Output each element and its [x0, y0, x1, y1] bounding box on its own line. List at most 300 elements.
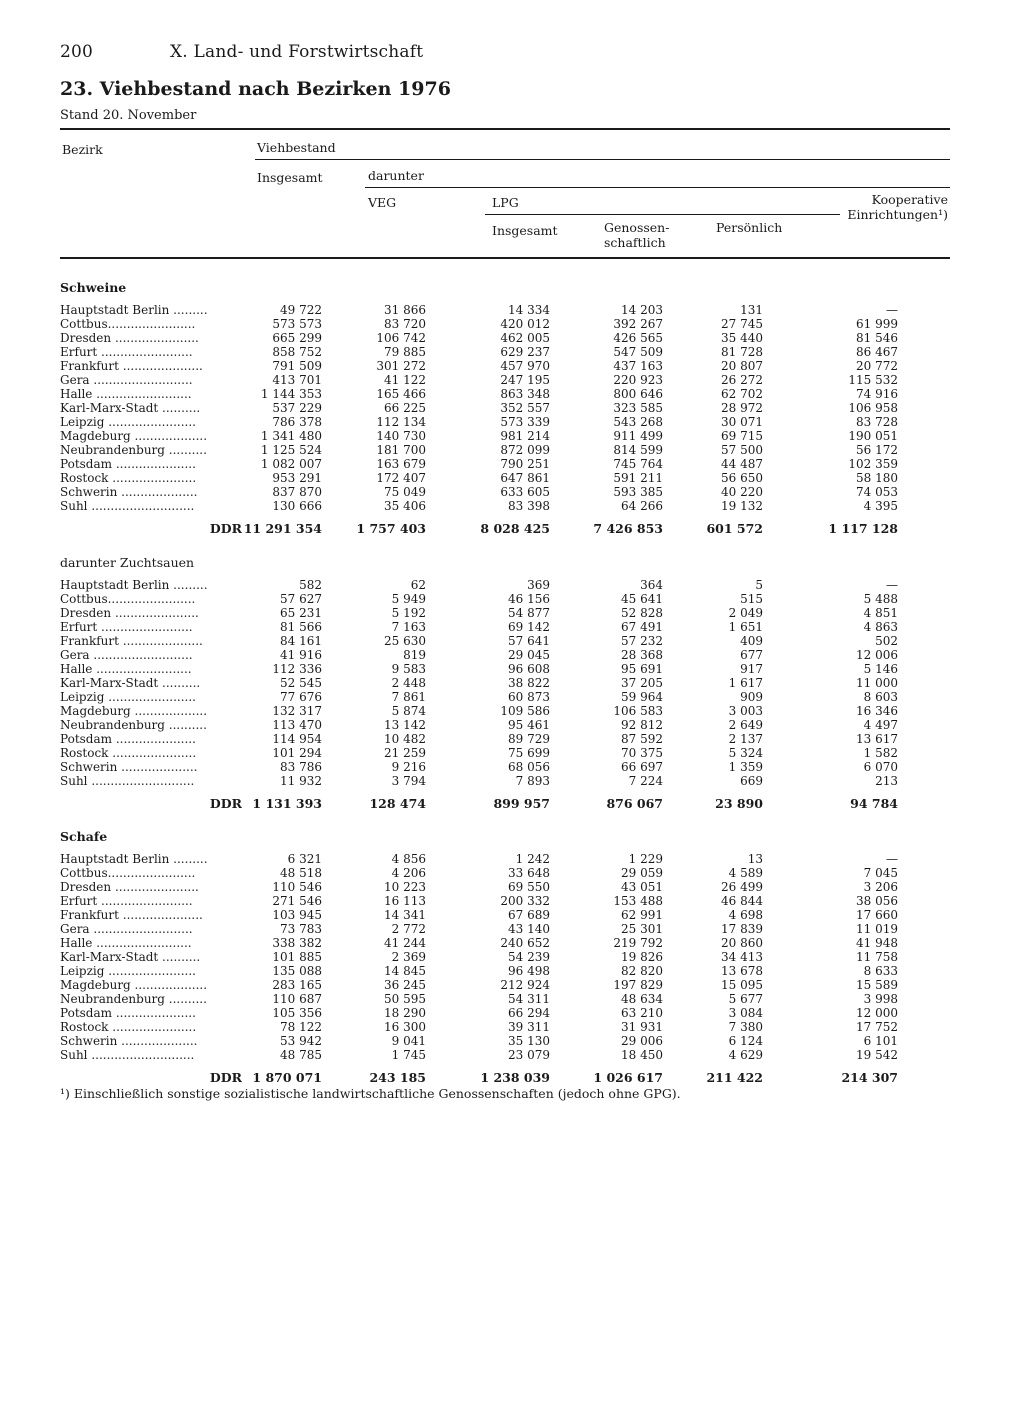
table-row	[60, 331, 950, 345]
table-row	[60, 704, 950, 718]
cell-value: 110 546	[272, 880, 322, 894]
cell-value: 73 783	[280, 922, 322, 936]
bezirk-name: Dresden ......................	[60, 331, 199, 345]
bezirk-name: Rostock ......................	[60, 1020, 197, 1034]
table-row	[60, 1034, 950, 1048]
cell-value: 7 861	[391, 690, 426, 704]
bezirk-name: Potsdam .....................	[60, 732, 196, 746]
cell-value: 12 006	[856, 648, 898, 662]
cell-value: 69 550	[508, 880, 550, 894]
cell-value: 12 000	[856, 1006, 898, 1020]
cell-value: 863 348	[500, 387, 550, 401]
cell-value: 19 542	[856, 1048, 898, 1062]
cell-value: 132 317	[272, 704, 322, 718]
total-row	[60, 522, 950, 536]
cell-value: 48 785	[280, 1048, 322, 1062]
cell-value: 13 617	[856, 732, 898, 746]
cell-value: 131	[740, 303, 763, 317]
cell-value: 573 339	[500, 415, 550, 429]
cell-value: 6 321	[287, 852, 322, 866]
cell-value: 573 573	[272, 317, 322, 331]
cell-value: 13	[747, 852, 763, 866]
table-row	[60, 922, 950, 936]
cell-value: 41 122	[384, 373, 426, 387]
cell-value: —	[886, 852, 898, 866]
cell-value: 58 180	[856, 471, 898, 485]
cell-value: 15 095	[721, 978, 763, 992]
cell-value: 190 051	[848, 429, 898, 443]
cell-value: 1 082 007	[260, 457, 322, 471]
cell-value: 113 470	[272, 718, 322, 732]
cell-value: 48 518	[280, 866, 322, 880]
cell-value: 872 099	[500, 443, 550, 457]
cell-value: 81 728	[721, 345, 763, 359]
cell-value: 1 131 393	[252, 796, 322, 811]
table-row	[60, 662, 950, 676]
bezirk-name: Karl-Marx-Stadt ..........	[60, 676, 201, 690]
cell-value: 128 474	[369, 796, 426, 811]
cell-value: —	[886, 303, 898, 317]
bezirk-name: Magdeburg ...................	[60, 978, 208, 992]
cell-value: 1 582	[863, 746, 898, 760]
bezirk-name: Frankfurt .....................	[60, 908, 203, 922]
bezirk-name: Suhl ...........................	[60, 774, 195, 788]
cell-value: 2 649	[728, 718, 763, 732]
cell-value: 629 237	[500, 345, 550, 359]
cell-value: 219 792	[613, 936, 663, 950]
cell-value: 103 945	[272, 908, 322, 922]
cell-value: 11 000	[856, 676, 898, 690]
cell-value: 1 117 128	[828, 521, 898, 536]
cell-value: 858 752	[272, 345, 322, 359]
cell-value: 29 059	[621, 866, 663, 880]
cell-value: 70 375	[621, 746, 663, 760]
cell-value: 60 873	[508, 690, 550, 704]
cell-value: 49 722	[280, 303, 322, 317]
bezirk-name: Frankfurt .....................	[60, 634, 203, 648]
cell-value: 2 049	[728, 606, 763, 620]
cell-value: 43 140	[508, 922, 550, 936]
cell-value: 2 137	[728, 732, 763, 746]
cell-value: 27 745	[721, 317, 763, 331]
cell-value: 16 346	[856, 704, 898, 718]
table-row	[60, 964, 950, 978]
cell-value: 633 605	[500, 485, 550, 499]
header-lpg-insgesamt: Insgesamt	[492, 223, 558, 238]
rule-lpg	[485, 214, 840, 215]
cell-value: 819	[403, 648, 426, 662]
section-label: darunter Zuchtsauen	[60, 555, 195, 570]
table-row	[60, 634, 950, 648]
cell-value: 62	[410, 578, 426, 592]
cell-value: 5 874	[391, 704, 426, 718]
cell-value: 601 572	[706, 521, 763, 536]
cell-value: 1 870 071	[252, 1070, 322, 1085]
cell-value: 52 828	[621, 606, 663, 620]
header-viehbestand: Viehbestand	[257, 140, 336, 155]
table-row	[60, 1020, 950, 1034]
cell-value: 163 679	[376, 457, 426, 471]
cell-value: 1 125 524	[260, 443, 322, 457]
table-row	[60, 718, 950, 732]
table-row	[60, 852, 950, 866]
cell-value: 591 211	[613, 471, 663, 485]
cell-value: 9 583	[391, 662, 426, 676]
cell-value: 14 334	[508, 303, 550, 317]
bezirk-name: Schwerin ....................	[60, 1034, 198, 1048]
table-subtitle: Stand 20. November	[60, 108, 197, 123]
table-row	[60, 950, 950, 964]
cell-value: 2 448	[391, 676, 426, 690]
cell-value: 213	[875, 774, 898, 788]
cell-value: 130 666	[272, 499, 322, 513]
cell-value: 790 251	[500, 457, 550, 471]
table-row	[60, 359, 950, 373]
table-row	[60, 936, 950, 950]
table-row	[60, 578, 950, 592]
cell-value: 4 395	[863, 499, 898, 513]
cell-value: 17 660	[856, 908, 898, 922]
cell-value: 46 844	[721, 894, 763, 908]
cell-value: 109 586	[500, 704, 550, 718]
cell-value: 323 585	[613, 401, 663, 415]
table-row	[60, 1006, 950, 1020]
table-row	[60, 303, 950, 317]
cell-value: 911 499	[613, 429, 663, 443]
cell-value: 101 294	[272, 746, 322, 760]
bezirk-name: Neubrandenburg ..........	[60, 992, 207, 1006]
top-rule	[60, 128, 950, 130]
bezirk-name: Cottbus.......................	[60, 866, 196, 880]
cell-value: 13 142	[384, 718, 426, 732]
cell-value: 5 949	[391, 592, 426, 606]
bezirk-name: Dresden ......................	[60, 880, 199, 894]
cell-value: 25 630	[384, 634, 426, 648]
table-row	[60, 620, 950, 634]
bezirk-name: Karl-Marx-Stadt ..........	[60, 950, 201, 964]
cell-value: 36 245	[384, 978, 426, 992]
cell-value: 21 259	[384, 746, 426, 760]
cell-value: 20 807	[721, 359, 763, 373]
cell-value: 57 500	[721, 443, 763, 457]
cell-value: 81 546	[856, 331, 898, 345]
cell-value: 10 482	[384, 732, 426, 746]
cell-value: 86 467	[856, 345, 898, 359]
cell-value: 677	[740, 648, 763, 662]
cell-value: 57 232	[621, 634, 663, 648]
cell-value: 14 203	[621, 303, 663, 317]
cell-value: 40 220	[721, 485, 763, 499]
cell-value: 212 924	[500, 978, 550, 992]
cell-value: 14 341	[384, 908, 426, 922]
table-row	[60, 485, 950, 499]
cell-value: 75 699	[508, 746, 550, 760]
cell-value: 3 794	[391, 774, 426, 788]
cell-value: 457 970	[500, 359, 550, 373]
bezirk-name: Schwerin ....................	[60, 485, 198, 499]
cell-value: 83 728	[856, 415, 898, 429]
cell-value: 3 206	[863, 880, 898, 894]
cell-value: 5 192	[391, 606, 426, 620]
bezirk-name: Hauptstadt Berlin .........	[60, 578, 208, 592]
header-kooperative: Kooperative Einrichtungen¹)	[847, 192, 948, 222]
bezirk-name: Hauptstadt Berlin .........	[60, 303, 208, 317]
cell-value: 1 026 617	[593, 1070, 663, 1085]
header-bottom-rule	[60, 257, 950, 259]
bezirk-name: Cottbus.......................	[60, 317, 196, 331]
total-row	[60, 797, 950, 811]
cell-value: 543 268	[613, 415, 663, 429]
cell-value: 593 385	[613, 485, 663, 499]
table-row	[60, 732, 950, 746]
cell-value: 110 687	[272, 992, 322, 1006]
cell-value: 75 049	[384, 485, 426, 499]
cell-value: 53 942	[280, 1034, 322, 1048]
cell-value: 420 012	[500, 317, 550, 331]
cell-value: 917	[740, 662, 763, 676]
cell-value: 153 488	[613, 894, 663, 908]
cell-value: 69 715	[721, 429, 763, 443]
cell-value: 67 491	[621, 620, 663, 634]
table-row	[60, 992, 950, 1006]
total-label: DDR	[209, 797, 242, 811]
cell-value: 74 916	[856, 387, 898, 401]
cell-value: 2 369	[391, 950, 426, 964]
cell-value: 814 599	[613, 443, 663, 457]
header-bezirk: Bezirk	[62, 142, 103, 157]
cell-value: 3 998	[863, 992, 898, 1006]
table-row	[60, 471, 950, 485]
cell-value: 89 729	[508, 732, 550, 746]
bezirk-name: Leipzig .......................	[60, 690, 196, 704]
cell-value: 43 051	[621, 880, 663, 894]
cell-value: 95 461	[508, 718, 550, 732]
cell-value: 52 545	[280, 676, 322, 690]
cell-value: 6 070	[863, 760, 898, 774]
bezirk-name: Schwerin ....................	[60, 760, 198, 774]
cell-value: 81 566	[280, 620, 322, 634]
cell-value: 11 758	[856, 950, 898, 964]
page-header	[60, 42, 423, 62]
header-genossenschaftlich: Genossen- schaftlich	[604, 220, 670, 250]
bezirk-name: Neubrandenburg ..........	[60, 443, 207, 457]
bezirk-name: Karl-Marx-Stadt ..........	[60, 401, 201, 415]
table-row	[60, 908, 950, 922]
cell-value: 515	[740, 592, 763, 606]
bezirk-name: Potsdam .....................	[60, 1006, 196, 1020]
rule-darunter	[365, 187, 950, 188]
cell-value: 502	[875, 634, 898, 648]
cell-value: 54 239	[508, 950, 550, 964]
bezirk-name: Suhl ...........................	[60, 1048, 195, 1062]
total-label: DDR	[209, 522, 242, 536]
cell-value: 83 720	[384, 317, 426, 331]
cell-value: 54 311	[508, 992, 550, 1006]
cell-value: 30 071	[721, 415, 763, 429]
total-row	[60, 1071, 950, 1085]
header-veg: VEG	[368, 195, 397, 210]
cell-value: 214 307	[841, 1070, 898, 1085]
cell-value: 95 691	[621, 662, 663, 676]
bezirk-name: Magdeburg ...................	[60, 704, 208, 718]
cell-value: 547 509	[613, 345, 663, 359]
table-row	[60, 606, 950, 620]
cell-value: 101 885	[272, 950, 322, 964]
cell-value: 23 079	[508, 1048, 550, 1062]
bezirk-name: Halle .........................	[60, 387, 192, 401]
cell-value: 54 877	[508, 606, 550, 620]
cell-value: 7 224	[628, 774, 663, 788]
cell-value: 786 378	[272, 415, 322, 429]
cell-value: 17 752	[856, 1020, 898, 1034]
cell-value: 165 466	[376, 387, 426, 401]
cell-value: 17 839	[721, 922, 763, 936]
cell-value: 66 697	[621, 760, 663, 774]
cell-value: 1 229	[628, 852, 663, 866]
cell-value: 57 641	[508, 634, 550, 648]
cell-value: 352 557	[500, 401, 550, 415]
cell-value: 462 005	[500, 331, 550, 345]
cell-value: 31 866	[384, 303, 426, 317]
bezirk-name: Erfurt ........................	[60, 894, 193, 908]
cell-value: 4 863	[863, 620, 898, 634]
table-row	[60, 880, 950, 894]
cell-value: 211 422	[706, 1070, 763, 1085]
cell-value: 5 146	[863, 662, 898, 676]
cell-value: 7 163	[391, 620, 426, 634]
cell-value: 106 742	[376, 331, 426, 345]
cell-value: 271 546	[272, 894, 322, 908]
cell-value: 62 702	[721, 387, 763, 401]
cell-value: 1 757 403	[356, 521, 426, 536]
cell-value: 9 216	[391, 760, 426, 774]
table-row	[60, 401, 950, 415]
cell-value: 338 382	[272, 936, 322, 950]
cell-value: 301 272	[376, 359, 426, 373]
cell-value: 7 045	[863, 866, 898, 880]
cell-value: 29 045	[508, 648, 550, 662]
page-number: 200	[60, 42, 94, 62]
cell-value: 4 856	[391, 852, 426, 866]
cell-value: 7 426 853	[593, 521, 663, 536]
cell-value: 29 006	[621, 1034, 663, 1048]
cell-value: 2 772	[391, 922, 426, 936]
table-row	[60, 894, 950, 908]
cell-value: 5	[755, 578, 763, 592]
cell-value: 13 678	[721, 964, 763, 978]
cell-value: 247 195	[500, 373, 550, 387]
rule-viehbestand	[255, 159, 950, 160]
cell-value: 4 629	[728, 1048, 763, 1062]
cell-value: 41 916	[280, 648, 322, 662]
cell-value: 172 407	[376, 471, 426, 485]
header-lpg: LPG	[492, 195, 519, 210]
cell-value: 5 488	[863, 592, 898, 606]
cell-value: 16 113	[384, 894, 426, 908]
cell-value: 11 019	[856, 922, 898, 936]
cell-value: 582	[299, 578, 322, 592]
table-row	[60, 592, 950, 606]
cell-value: 876 067	[606, 796, 663, 811]
bezirk-name: Gera ..........................	[60, 648, 193, 662]
cell-value: 26 272	[721, 373, 763, 387]
cell-value: 83 786	[280, 760, 322, 774]
cell-value: 18 450	[621, 1048, 663, 1062]
cell-value: 39 311	[508, 1020, 550, 1034]
cell-value: 665 299	[272, 331, 322, 345]
cell-value: 19 826	[621, 950, 663, 964]
cell-value: 63 210	[621, 1006, 663, 1020]
table-row	[60, 690, 950, 704]
cell-value: 37 205	[621, 676, 663, 690]
cell-value: 1 144 353	[260, 387, 322, 401]
cell-value: —	[886, 578, 898, 592]
cell-value: 5 324	[728, 746, 763, 760]
bezirk-name: Gera ..........................	[60, 373, 193, 387]
cell-value: 114 954	[272, 732, 322, 746]
cell-value: 87 592	[621, 732, 663, 746]
cell-value: 66 225	[384, 401, 426, 415]
cell-value: 15 589	[856, 978, 898, 992]
table-row	[60, 1048, 950, 1062]
cell-value: 106 583	[613, 704, 663, 718]
bezirk-name: Leipzig .......................	[60, 415, 196, 429]
cell-value: 77 676	[280, 690, 322, 704]
cell-value: 14 845	[384, 964, 426, 978]
cell-value: 20 860	[721, 936, 763, 950]
cell-value: 50 595	[384, 992, 426, 1006]
cell-value: 67 689	[508, 908, 550, 922]
bezirk-name: Erfurt ........................	[60, 620, 193, 634]
bezirk-name: Leipzig .......................	[60, 964, 196, 978]
cell-value: 8 603	[863, 690, 898, 704]
cell-value: 426 565	[613, 331, 663, 345]
cell-value: 82 820	[621, 964, 663, 978]
cell-value: 409	[740, 634, 763, 648]
cell-value: 647 861	[500, 471, 550, 485]
cell-value: 26 499	[721, 880, 763, 894]
cell-value: 669	[740, 774, 763, 788]
bezirk-name: Suhl ...........................	[60, 499, 195, 513]
cell-value: 28 972	[721, 401, 763, 415]
cell-value: 46 156	[508, 592, 550, 606]
cell-value: 392 267	[613, 317, 663, 331]
bezirk-name: Rostock ......................	[60, 746, 197, 760]
cell-value: 537 229	[272, 401, 322, 415]
header-insgesamt: Insgesamt	[257, 170, 323, 185]
bezirk-name: Dresden ......................	[60, 606, 199, 620]
cell-value: 28 368	[621, 648, 663, 662]
cell-value: 1 745	[391, 1048, 426, 1062]
cell-value: 240 652	[500, 936, 550, 950]
table-row	[60, 443, 950, 457]
bezirk-name: Magdeburg ...................	[60, 429, 208, 443]
cell-value: 800 646	[613, 387, 663, 401]
table-row	[60, 317, 950, 331]
cell-value: 65 231	[280, 606, 322, 620]
cell-value: 10 223	[384, 880, 426, 894]
footnote: ¹) Einschließlich sonstige sozialistische landwirtschaftliche Genossenschaften (jedoch ohne GPG).	[60, 1086, 681, 1101]
cell-value: 8 028 425	[480, 521, 550, 536]
cell-value: 220 923	[613, 373, 663, 387]
cell-value: 369	[527, 578, 550, 592]
cell-value: 38 056	[856, 894, 898, 908]
cell-value: 437 163	[613, 359, 663, 373]
cell-value: 837 870	[272, 485, 322, 499]
table-row	[60, 676, 950, 690]
cell-value: 981 214	[500, 429, 550, 443]
cell-value: 413 701	[272, 373, 322, 387]
